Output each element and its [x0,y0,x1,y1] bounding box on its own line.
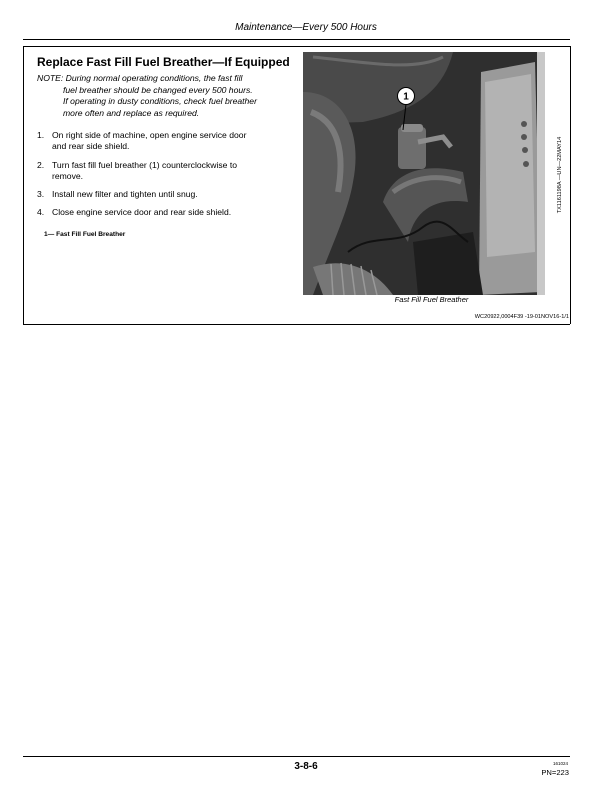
figure-legend: 1— Fast Fill Fuel Breather [44,231,126,238]
right-border [570,46,571,324]
page-number: 3-8-6 [294,761,318,772]
note-line: fuel breather should be changed every 500 hours. [63,84,253,95]
note-line: If operating in dusty conditions, check fuel breather [63,96,257,106]
section-bottom-rule [23,324,570,325]
step-line: Turn fast fill fuel breather (1) counterclockwise to [52,159,238,170]
step-number: 3. [37,189,45,200]
footer-small-code: 161024 [552,761,568,766]
step-line: remove. [52,170,84,181]
section-title: Replace Fast Fill Fuel Breather—If Equipped [37,55,290,69]
note-line: more often and replace as required. [63,107,200,118]
figure-side-code: TX1161198A —UN—22MAY14 [557,136,563,214]
step-line: Install new filter and tighten until snug. [52,189,198,200]
note-line: NOTE: During normal operating conditions, the fast fill [37,73,243,83]
step-number: 2. [37,159,45,170]
step-number: 1. [37,130,45,140]
step-line: and rear side shield. [52,141,130,152]
step-item [37,160,292,183]
footer-pn: PN=223 [541,768,569,777]
figure-caption: Fast Fill Fuel Breather [394,295,469,304]
running-header: Maintenance—Every 500 Hours [235,22,377,33]
engine-photo-illustration [303,52,545,295]
steps-list [37,130,292,226]
step-line: On right side of machine, open engine service door [52,130,247,140]
left-border [23,46,24,324]
step-item [37,207,292,218]
engine-photo [303,52,545,295]
step-line: Close engine service door and rear side shield. [52,207,232,218]
step-number: 4. [37,207,45,218]
section-top-rule [23,46,570,47]
note-block [37,73,292,119]
callout-number: 1 [403,91,409,103]
header-rule [23,39,570,40]
step-item [37,189,292,200]
document-id: WC20922,0004F39 -19-01NOV16-1/1 [474,314,569,320]
step-item [37,130,292,153]
footer-rule [23,756,570,757]
